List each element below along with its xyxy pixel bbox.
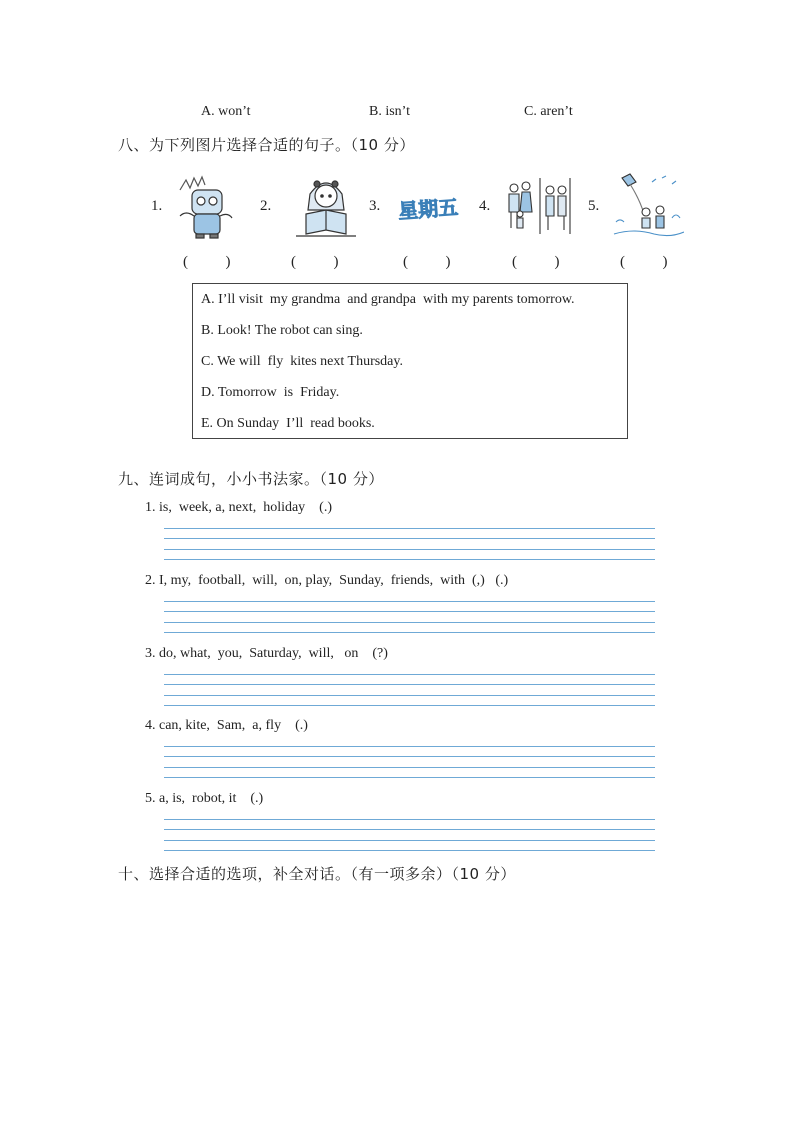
section-9-heading: 九、连词成句，小小书法家。（10 分） — [118, 470, 384, 488]
writing-lines-1[interactable] — [164, 528, 655, 561]
section-8-heading: 八、为下列图片选择合适的句子。（10 分） — [118, 136, 415, 154]
question-1: 1. is, week, a, next, holiday (.) — [145, 500, 333, 515]
choice-b: B. Look! The robot can sing. — [201, 323, 363, 338]
answer-blank-4[interactable]: ( ) — [512, 254, 560, 270]
picture-number-1: 1. — [151, 198, 163, 214]
writing-lines-3[interactable] — [164, 674, 655, 707]
answer-blank-5[interactable]: ( ) — [620, 254, 668, 270]
picture-number-4: 4. — [479, 198, 491, 214]
kids-flying-kite-icon — [612, 172, 684, 240]
girl-reading-icon — [292, 172, 360, 240]
writing-lines-2[interactable] — [164, 601, 655, 634]
writing-lines-4[interactable] — [164, 746, 655, 779]
answer-blank-1[interactable]: ( ) — [183, 254, 231, 270]
svg-text:星期五: 星期五 — [397, 195, 459, 224]
writing-lines-5[interactable] — [164, 819, 655, 852]
choice-d: D. Tomorrow is Friday. — [201, 385, 340, 400]
robot-icon — [172, 172, 240, 240]
option-a: A. won’t — [201, 104, 251, 119]
xingqiwu-text-icon — [396, 178, 464, 234]
question-4: 4. can, kite, Sam, a, fly (.) — [145, 718, 308, 733]
option-c: C. aren’t — [524, 104, 573, 119]
choice-a: A. I’ll visit my grandma and grandpa with my parents tomorrow. — [201, 292, 575, 307]
picture-number-2: 2. — [260, 198, 272, 214]
family-icon — [504, 174, 576, 242]
question-2: 2. I, my, football, will, on, play, Sunday, friends, with (,) (.) — [145, 573, 509, 588]
choice-c: C. We will fly kites next Thursday. — [201, 354, 403, 369]
section-10-heading: 十、选择合适的选项，补全对话。（有一项多余）（10 分） — [118, 865, 516, 883]
sentence-choices-box — [192, 283, 628, 439]
picture-number-5: 5. — [588, 198, 600, 214]
answer-blank-3[interactable]: ( ) — [403, 254, 451, 270]
question-5: 5. a, is, robot, it (.) — [145, 791, 264, 806]
picture-number-3: 3. — [369, 198, 381, 214]
choice-e: E. On Sunday I’ll read books. — [201, 416, 375, 431]
question-3: 3. do, what, you, Saturday, will, on (?) — [145, 646, 388, 661]
option-b: B. isn’t — [369, 104, 410, 119]
answer-blank-2[interactable]: ( ) — [291, 254, 339, 270]
